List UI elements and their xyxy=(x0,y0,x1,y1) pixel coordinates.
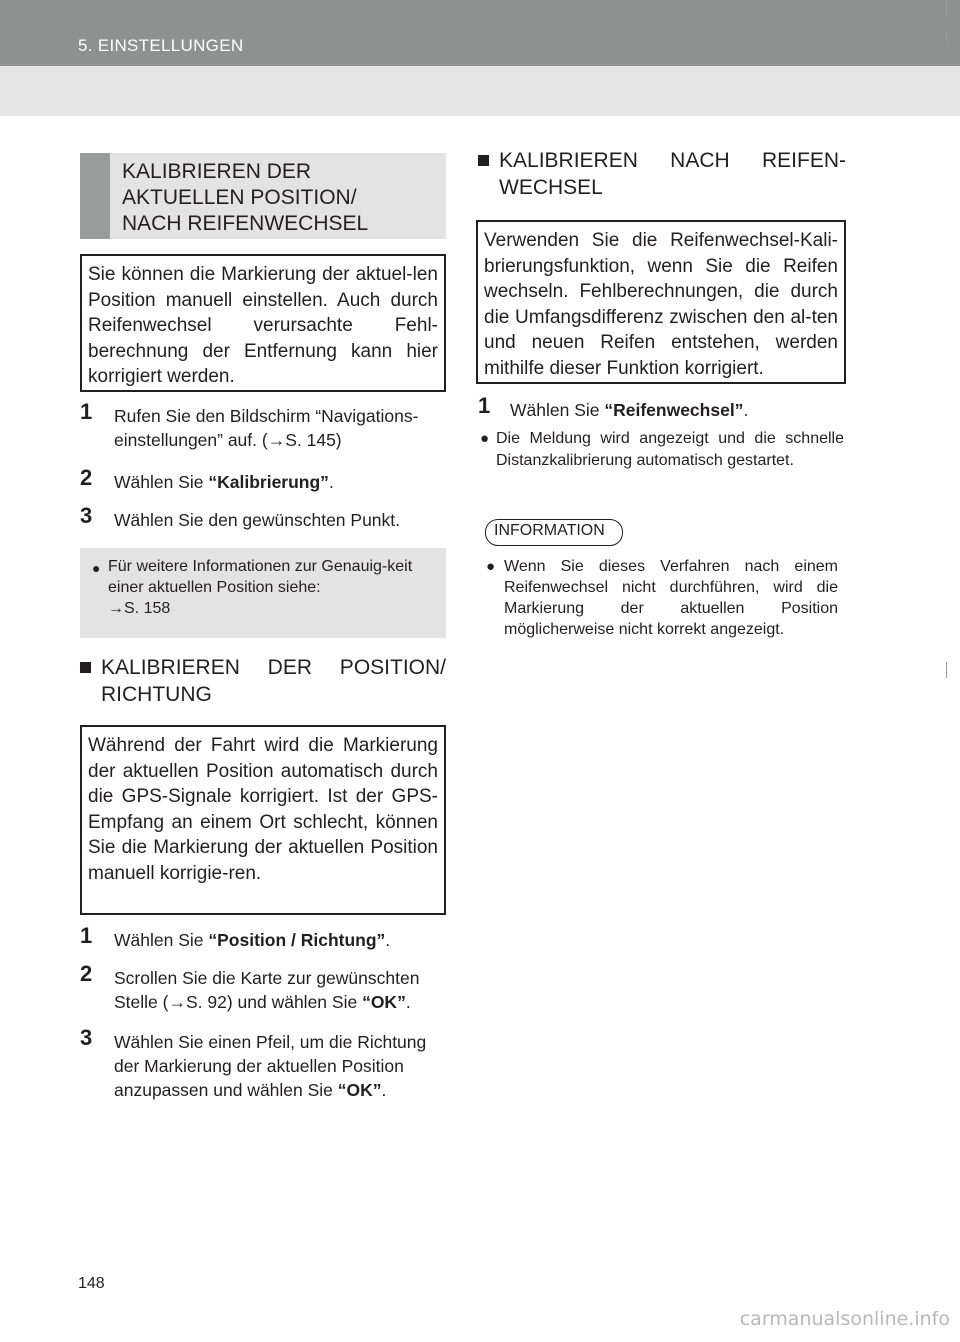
step-number: 1 xyxy=(80,923,93,948)
information-body: Wenn Sie dieses Verfahren nach einem Reifenwechsel nicht durchführen, wird die Markierung der aktuellen Position möglicherweise nicht korrekt angezeigt. xyxy=(504,558,838,638)
step-number: 2 xyxy=(80,961,93,986)
page-header xyxy=(0,0,960,66)
step-text-plain: . xyxy=(385,930,391,950)
step-text-plain: . xyxy=(405,992,411,1012)
section-heading-text xyxy=(122,159,436,237)
information-text xyxy=(486,556,838,646)
information-badge: INFORMATION xyxy=(485,519,623,546)
step-text xyxy=(114,928,446,952)
step-text-bold: “Reifenwechsel” xyxy=(604,400,744,420)
step-text xyxy=(114,966,446,1014)
sub-step-1 xyxy=(80,923,446,954)
sub-heading xyxy=(80,656,446,716)
sub-heading xyxy=(478,149,846,209)
step-number: 2 xyxy=(80,465,93,490)
reifen-step-1 xyxy=(478,393,846,424)
section-title: 5. EINSTELLUNGEN xyxy=(78,36,244,55)
note-line: →S. 158 xyxy=(108,600,171,617)
reifen-intro-box: Verwenden Sie die Reifenwechsel-Kali-brierungsfunktion, wenn Sie die Reifen wechseln. Fehlberechnungen, die durch die Umfangsdifferenz zwischen den al-ten und neuen Reifen entstehen, werden mithilfe dieser Funktion korrigiert. xyxy=(476,220,846,384)
step-text xyxy=(114,470,446,494)
step-text xyxy=(114,1030,446,1102)
result-bullet xyxy=(480,428,844,498)
step-text-plain: Wählen Sie xyxy=(510,400,605,420)
step-2 xyxy=(80,465,446,496)
step-text-plain: Wählen Sie den gewünschten Punkt. xyxy=(114,510,401,530)
step-text-plain: Wählen Sie einen Pfeil, um die Richtung der Markierung der aktuellen Position anzupassen und wählen Sie xyxy=(114,1032,427,1100)
step-1 xyxy=(80,399,446,456)
step-3 xyxy=(80,503,446,534)
step-text-plain: Rufen Sie den Bildschirm “Navigations-einstellungen” auf. (→S. 145) xyxy=(114,406,419,450)
step-text-plain: . xyxy=(328,472,334,492)
step-number: 3 xyxy=(80,1025,93,1050)
crop-mark xyxy=(946,662,947,678)
step-text-plain: . xyxy=(381,1080,387,1100)
bullet-icon: ● xyxy=(486,558,496,575)
note-line: Für weitere Informationen zur Genauig-keit einer aktuellen Position siehe: xyxy=(108,558,413,596)
step-number: 3 xyxy=(80,503,93,528)
sub-step-2 xyxy=(80,961,446,1018)
crop-mark xyxy=(946,0,947,18)
crop-mark xyxy=(946,32,947,44)
step-text-plain: Scrollen Sie die Karte zur gewünschten Stelle (→S. 92) und wählen Sie xyxy=(114,968,420,1012)
step-text xyxy=(114,508,446,532)
note-text xyxy=(108,556,438,619)
step-number: 1 xyxy=(80,399,93,424)
heading-line: KALIBRIEREN DER xyxy=(122,160,312,183)
heading-line: NACH REIFENWECHSEL xyxy=(122,212,369,235)
bullet-icon: ● xyxy=(480,430,490,447)
bullet-text: Die Meldung wird angezeigt und die schnelle Distanzkalibrierung automatisch gestartet. xyxy=(496,430,844,469)
square-bullet-icon xyxy=(478,155,489,166)
heading-stripe xyxy=(80,153,110,239)
header-band xyxy=(0,66,960,116)
step-text-bold: “Kalibrierung” xyxy=(208,472,329,492)
note-box xyxy=(80,548,446,638)
section-heading xyxy=(80,153,446,239)
intro-box: Sie können die Markierung der aktuel-len Position manuell einstellen. Auch durch Reifenwechsel verursachte Fehl-berechnung der Entfernung kann hier korrigiert werden. xyxy=(80,254,446,392)
page-number: 148 xyxy=(78,1275,105,1292)
sub-intro-box: Während der Fahrt wird die Markierung der aktuellen Position automatisch durch die GPS-Signale korrigiert. Ist der GPS-Empfang an einem Ort schlecht, können Sie die Markierung der aktuellen Position manuell korrigie-ren. xyxy=(80,725,446,915)
sub-heading-text: KALIBRIEREN NACH REIFEN-WECHSEL xyxy=(499,149,846,199)
step-text xyxy=(510,398,846,422)
bullet-icon: ● xyxy=(92,560,101,576)
sub-step-3 xyxy=(80,1025,446,1108)
watermark: carmanualsonline.info xyxy=(739,1308,950,1330)
step-number: 1 xyxy=(478,393,491,418)
sub-heading-text: KALIBRIEREN DER POSITION/ RICHTUNG xyxy=(101,656,446,706)
step-text-bold: “OK” xyxy=(362,992,406,1012)
step-text-bold: “Position / Richtung” xyxy=(208,930,386,950)
square-bullet-icon xyxy=(80,662,91,673)
step-text xyxy=(114,404,446,452)
step-text-plain: Wählen Sie xyxy=(114,930,209,950)
step-text-bold: “OK” xyxy=(337,1080,382,1100)
step-text-plain: Wählen Sie xyxy=(114,472,209,492)
step-text-plain: . xyxy=(743,400,749,420)
heading-line: AKTUELLEN POSITION/ xyxy=(122,186,357,209)
